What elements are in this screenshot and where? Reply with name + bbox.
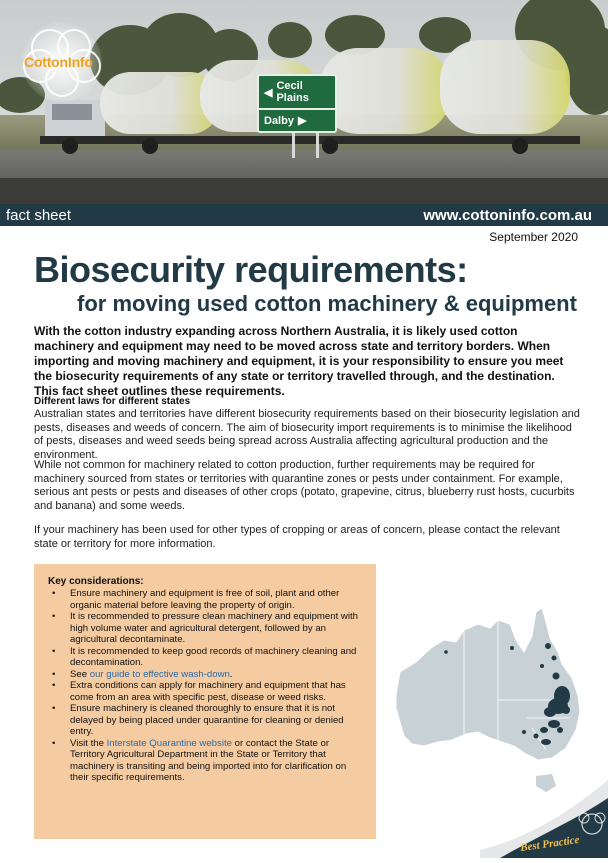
sign-row-cecil xyxy=(259,76,335,108)
road-sign xyxy=(257,74,337,133)
list-item xyxy=(48,669,362,681)
key-considerations-list xyxy=(48,588,362,784)
publication-date: September 2020 xyxy=(489,230,578,244)
page-subtitle: for moving used cotton machinery & equipment xyxy=(77,291,577,316)
list-item-suffix: or contact the State or Territory Agricultural Department in the State or Territory that machinery is transiting and being imported into for clarification on their specific requirements. xyxy=(70,737,347,783)
cottoninfo-logo[interactable] xyxy=(24,54,93,70)
key-considerations-box xyxy=(34,564,376,839)
hero-photo xyxy=(0,0,608,204)
list-item-suffix: . xyxy=(229,668,233,680)
laws-paragraph-3: If your machinery has been used for other types of cropping or areas of concern, please contact the relevant state or territory for more information. xyxy=(34,524,560,550)
logo-cotton-text: Cotton xyxy=(24,54,68,70)
list-item-prefix: Visit the xyxy=(70,737,107,749)
list-item: • It is recommended to keep good records of machinery cleaning and decontamination. xyxy=(48,646,362,669)
page-title: Biosecurity requirements: xyxy=(34,249,468,290)
intro-paragraph: With the cotton industry expanding across Northern Australia, it is likely used cotton machinery and equipment may need to be moved across state and territory borders. When importing and moving machinery and equipment, it is your responsibility to ensure you meet the biosecurity requirements of any state or territory travelled through, and the destination. This fact sheet outlines these requirements. xyxy=(34,324,564,398)
logo-info-text: Info xyxy=(67,54,93,70)
list-item: • It is recommended to pressure clean machinery and equipment with high volume water and agricultural detergent, followed by an agricultural decontaminate. xyxy=(48,611,362,646)
wash-down-guide-link[interactable]: our guide to effective wash-down xyxy=(89,668,230,680)
best-practice-badge: Best Practice xyxy=(519,833,581,855)
arrow-left-icon: ◀ xyxy=(264,86,273,99)
sign-dalby-label: Dalby xyxy=(264,114,294,127)
website-link[interactable]: www.cottoninfo.com.au xyxy=(423,206,592,224)
key-considerations-heading: Key considerations: xyxy=(48,576,144,587)
laws-heading: Different laws for different states xyxy=(34,396,191,407)
australia-map xyxy=(386,600,586,800)
list-item-prefix: See xyxy=(70,668,90,680)
list-item xyxy=(48,738,362,784)
fact-sheet-label: fact sheet xyxy=(6,206,72,224)
sign-row-dalby xyxy=(259,108,335,131)
laws-paragraph-1: Australian states and territories have different biosecurity requirements based on their biosecurity legislation and pests, diseases and weeds of concern. The aim of biosecurity import requirements is to minimise the likelihood of pests, diseases and weed seeds being spread across Australia affecting agricultural production and the environment. xyxy=(34,408,580,461)
australia-map-svg xyxy=(386,600,586,800)
sign-cecil-label: Cecil Plains xyxy=(276,80,309,104)
fact-sheet-bar xyxy=(0,204,608,226)
interstate-quarantine-link[interactable]: Interstate Quarantine website xyxy=(106,737,232,749)
list-item: • Ensure machinery is cleaned thoroughly to ensure that it is not delayed by being placed under quarantine for cleaning or denied entry. xyxy=(48,703,362,738)
laws-paragraph-2: While not common for machinery related to cotton production, further requirements may be required for machinery sourced from states or territories with quarantine zones or pests under containment. For example, serious ant pests or pests and diseases of other crops (potato, grapevine, citrus, blueberry rust hosts, cucurbits and banana) and some weeds. xyxy=(34,459,575,512)
arrow-right-icon: ▶ xyxy=(297,115,307,127)
list-item: • Ensure machinery and equipment is free of soil, plant and other organic material before leaving the property of origin. xyxy=(48,588,362,611)
list-item: • Extra conditions can apply for machinery and equipment that has come from an area with specific pest, disease or weed risks. xyxy=(48,680,362,703)
